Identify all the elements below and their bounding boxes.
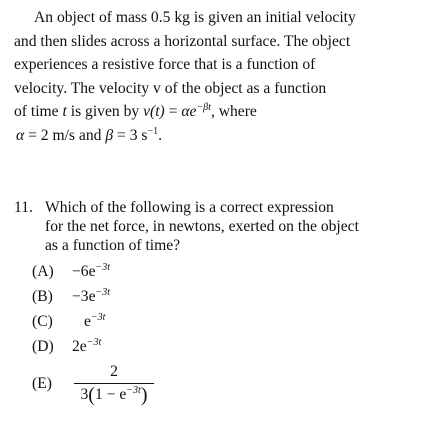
option-e-den-coefficient: 3 [80,386,89,403]
option-d-base: 2e [72,338,87,355]
intro-line-5 [14,100,418,124]
option-a-expression [72,263,110,281]
option-b-expression [72,288,110,306]
line5-mid: is given by [66,103,144,121]
option-e-numerator: 2 [110,363,118,380]
question-number: 11. [14,199,33,216]
alpha-e: αe [181,103,197,121]
option-e-den-exponent: −3t [126,385,141,396]
option-e-label: (E) [32,375,52,392]
time-variable: t [62,103,67,121]
option-a-exponent: −3t [95,262,111,273]
option-a-label: (A) [32,263,54,280]
question-text [45,198,415,255]
option-b-exponent: −3t [95,287,111,298]
line5-post: , where [210,103,257,121]
question-line-2: for the net force, in newtons, exerted on the object [45,218,359,235]
question-line-1: Which of the following is a correct expression [45,199,334,216]
option-c-base: e [84,313,91,330]
option-d-exponent: −3t [86,337,102,348]
option-b[interactable] [32,288,110,306]
exponent-beta-t: −βt [196,102,211,114]
alpha-symbol: α [16,126,25,144]
intro-paragraph [14,6,418,148]
option-b-base: −3e [72,288,96,305]
beta-unit-exponent: −1 [147,125,159,137]
option-c-exponent: −3t [90,312,106,323]
intro-line-3: experiences a resistive force that is a function of [14,56,316,74]
option-a-base: −6e [72,263,96,280]
option-d-expression [72,338,101,356]
option-e[interactable] [32,363,148,406]
velocity-symbol: v [143,103,151,121]
intro-line-1: An object of mass 0.5 kg is given an initial velocity [34,9,356,26]
constants-end: . [158,126,163,144]
option-c-expression [72,313,105,331]
question-line-3: as a function of time? [45,237,181,254]
constants-line [14,124,418,148]
alpha-value: = 2 m/s and [24,126,106,144]
intro-line-2: and then slides across a horizontal surface. The object [14,32,351,50]
velocity-argument: (t) [150,103,165,121]
option-e-den-inner: 1 − e [94,386,127,403]
option-c[interactable] [32,313,105,331]
option-d-label: (D) [32,338,54,355]
option-c-label: (C) [32,313,53,330]
beta-value: = 3 s [113,126,148,144]
option-b-label: (B) [32,288,53,305]
beta-symbol: β [105,126,114,144]
equals-sign: = [164,103,182,121]
open-paren: ( [88,384,95,406]
option-a[interactable] [32,263,110,281]
close-paren: ) [140,384,148,406]
intro-line-4: velocity. The velocity v of the object as a function [14,79,327,97]
option-e-fraction [74,363,154,404]
option-d[interactable] [32,338,101,356]
option-e-denominator [74,386,154,404]
line5-pre: of time [14,103,63,121]
